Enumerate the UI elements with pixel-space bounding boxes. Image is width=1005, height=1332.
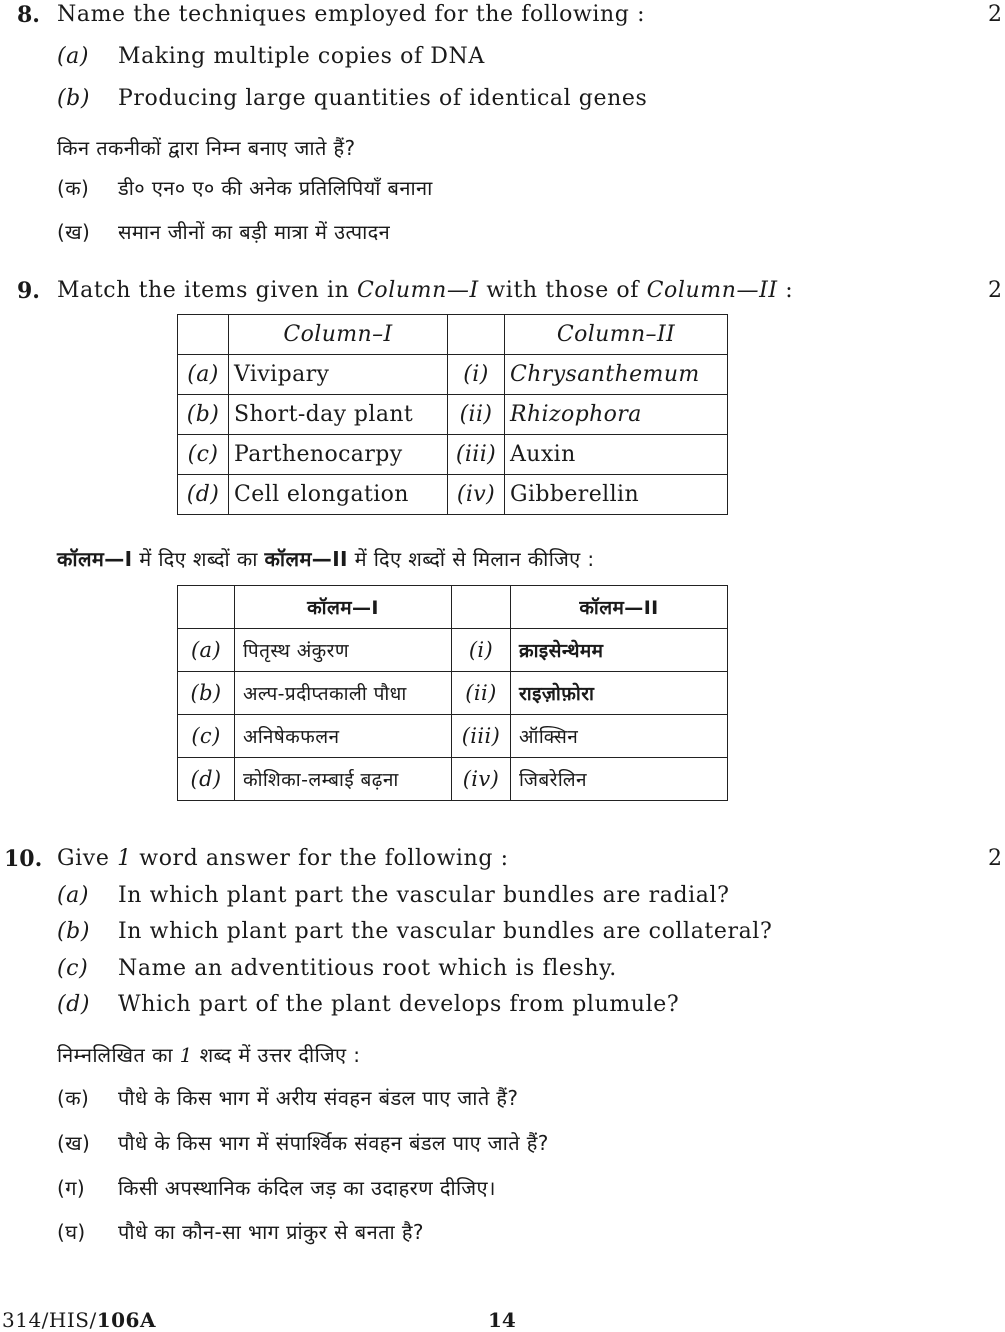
q9-text-en [57, 278, 793, 303]
table-cell: Gibberellin [505, 475, 728, 515]
q9-table-hi [177, 585, 728, 801]
table-cell: अनिषेकफलन [235, 715, 452, 758]
table-cell [448, 315, 505, 355]
table-row [178, 672, 728, 715]
table-header-row [178, 315, 728, 355]
table-cell-label: (a) [178, 355, 229, 395]
table-cell: पितृस्थ अंकुरण [235, 629, 452, 672]
table-row [178, 715, 728, 758]
q8-item-ka-text: डी० एन० ए० की अनेक प्रतिलिपियाँ बनाना [118, 176, 433, 200]
q10-item-a-label: (a) [57, 883, 90, 908]
table-cell: Vivipary [229, 355, 448, 395]
table-cell-label: (d) [178, 475, 229, 515]
table-cell-label: (a) [178, 629, 235, 672]
table-cell-label: (c) [178, 715, 235, 758]
table-cell-label: (ii) [452, 672, 511, 715]
table-row [178, 435, 728, 475]
q10-text-hi-part1: निम्नलिखित का [57, 1043, 173, 1067]
table-cell: Rhizophora [505, 395, 728, 435]
table-cell-label: (iv) [452, 758, 511, 801]
q10-item-ga-text: किसी अपस्थानिक कंदिल जड़ का उदाहरण दीजिए। [118, 1176, 496, 1200]
q10-marks: 2 [988, 846, 1002, 871]
q10-text-hi [57, 1041, 360, 1068]
q10-number: 10. [4, 846, 43, 872]
q9-text-part3: : [785, 278, 794, 303]
q9-text-hi-col1: कॉलम—I [57, 547, 133, 571]
q8-item-kha-text: समान जीनों का बड़ी मात्रा में उत्पादन [118, 220, 391, 244]
q10-item-kha-text: पौधे के किस भाग में संपार्श्विक संवहन बंडल पाए जाते हैं? [118, 1131, 549, 1155]
q9-table-en [177, 314, 728, 515]
q9-text-col1: Column—I [356, 278, 479, 303]
q10-text-part1: Give [57, 846, 110, 871]
table-row [178, 475, 728, 515]
table-cell-label: (iii) [452, 715, 511, 758]
page-number: 14 [488, 1308, 516, 1332]
table-cell-label: (iii) [448, 435, 505, 475]
table-cell-label: (i) [452, 629, 511, 672]
table-cell: Auxin [505, 435, 728, 475]
q9-number: 9. [17, 278, 40, 304]
footer-code-prefix: 314/HIS/ [2, 1308, 97, 1332]
q10-item-gha-text: पौधे का कौन-सा भाग प्रांकुर से बनता है? [118, 1220, 424, 1244]
table-row [178, 395, 728, 435]
q10-item-c-text: Name an adventitious root which is fleshy. [118, 956, 617, 981]
table-cell: Short-day plant [229, 395, 448, 435]
table-cell: क्राइसेन्थेमम [511, 629, 728, 672]
table-cell: अल्प-प्रदीप्तकाली पौधा [235, 672, 452, 715]
q8-text-en: Name the techniques employed for the following : [57, 2, 646, 27]
q10-text-en [57, 846, 509, 871]
table-cell-label: (b) [178, 395, 229, 435]
table-header-row [178, 586, 728, 629]
q10-item-b-label: (b) [57, 919, 91, 944]
table-cell: Parthenocarpy [229, 435, 448, 475]
q10-item-d-label: (d) [57, 992, 91, 1017]
q10-item-a-text: In which plant part the vascular bundles are radial? [118, 883, 730, 908]
q10-item-gha-label: (घ) [57, 1220, 86, 1244]
q8-marks: 2 [988, 2, 1002, 27]
q10-item-c-label: (c) [57, 956, 89, 981]
q8-item-ka-label: (क) [57, 176, 90, 200]
q10-item-b-text: In which plant part the vascular bundles are collateral? [118, 919, 773, 944]
table-header-col2: कॉलम—II [511, 586, 728, 629]
q8-number: 8. [17, 2, 40, 28]
table-cell: Cell elongation [229, 475, 448, 515]
q9-text-hi-col2: कॉलम—II [264, 547, 348, 571]
table-header-col1: कॉलम—I [235, 586, 452, 629]
table-cell: राइज़ोफ़ोरा [511, 672, 728, 715]
table-row [178, 629, 728, 672]
q8-item-a-label: (a) [57, 44, 90, 69]
q10-item-ka-text: पौधे के किस भाग में अरीय संवहन बंडल पाए जाते हैं? [118, 1086, 519, 1110]
table-cell-label: (b) [178, 672, 235, 715]
table-row [178, 758, 728, 801]
q10-text-num: 1 [117, 846, 132, 871]
table-row [178, 355, 728, 395]
footer-code [2, 1308, 156, 1332]
q9-text-hi [57, 545, 595, 572]
table-cell: ऑक्सिन [511, 715, 728, 758]
q8-item-a-text: Making multiple copies of DNA [118, 44, 485, 69]
q10-text-hi-part2: शब्द में उत्तर दीजिए : [199, 1043, 361, 1067]
q8-text-hi: किन तकनीकों द्वारा निम्न बनाए जाते हैं? [57, 136, 356, 160]
q10-text-hi-num: 1 [179, 1043, 193, 1067]
q9-text-col2: Column—II [646, 278, 778, 303]
table-cell [178, 315, 229, 355]
q10-item-ka-label: (क) [57, 1086, 90, 1110]
q10-item-kha-label: (ख) [57, 1131, 91, 1155]
table-cell-label: (i) [448, 355, 505, 395]
table-cell: Chrysanthemum [505, 355, 728, 395]
table-cell: कोशिका-लम्बाई बढ़ना [235, 758, 452, 801]
q10-item-d-text: Which part of the plant develops from plumule? [118, 992, 680, 1017]
table-cell [452, 586, 511, 629]
q9-marks: 2 [988, 278, 1002, 303]
q10-text-part2: word answer for the following : [139, 846, 509, 871]
q9-text-part2: with those of [486, 278, 639, 303]
table-header-col2: Column–II [505, 315, 728, 355]
table-cell-label: (ii) [448, 395, 505, 435]
table-cell-label: (c) [178, 435, 229, 475]
q8-item-b-label: (b) [57, 86, 91, 111]
q8-item-kha-label: (ख) [57, 220, 91, 244]
q9-text-part1: Match the items given in [57, 278, 350, 303]
q9-text-hi-part2: में दिए शब्दों से मिलान कीजिए : [354, 547, 595, 571]
q10-item-ga-label: (ग) [57, 1176, 86, 1200]
q8-item-b-text: Producing large quantities of identical genes [118, 86, 648, 111]
table-header-col1: Column–I [229, 315, 448, 355]
table-cell-label: (d) [178, 758, 235, 801]
q9-text-hi-part1: में दिए शब्दों का [139, 547, 258, 571]
table-cell [178, 586, 235, 629]
table-cell-label: (iv) [448, 475, 505, 515]
table-cell: जिबरेलिन [511, 758, 728, 801]
footer-code-bold: 106A [96, 1308, 156, 1332]
